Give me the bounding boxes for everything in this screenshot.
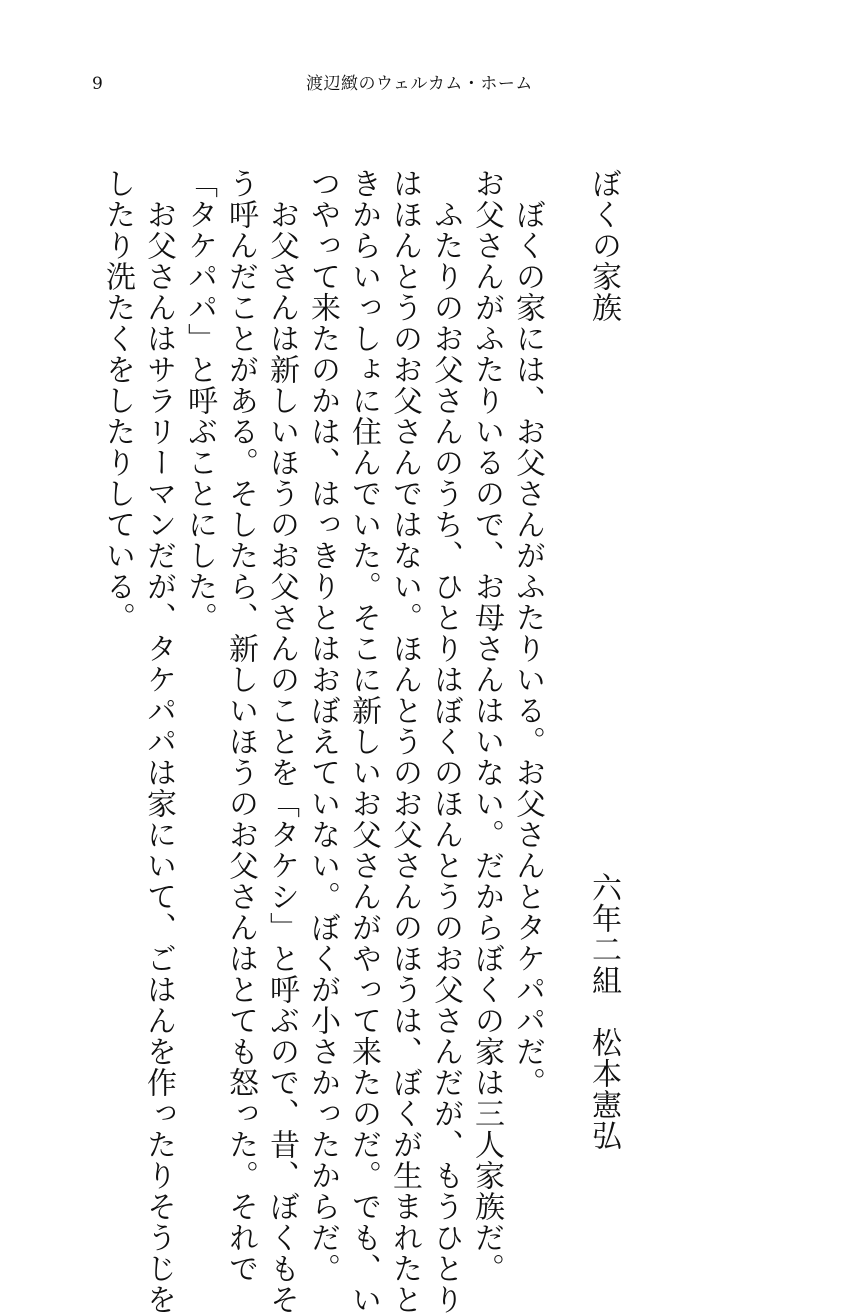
page-number: 9 bbox=[92, 74, 103, 94]
essay-title: ぼくの家族 bbox=[586, 168, 621, 323]
essay-byline: 六年二組 松本憲弘 bbox=[586, 872, 621, 1151]
body-line: お父さんは新しいほうのお父さんのことを「タケシ」と呼ぶので、昔、ぼくもそ bbox=[264, 168, 299, 1315]
body-line: う呼んだことがある。そしたら、新しいほうのお父さんはとても怒った。それで bbox=[223, 168, 258, 1284]
body-line: お父さんがふたりいるので、お母さんはいない。だからぼくの家は三人家族だ。 bbox=[469, 168, 504, 1284]
body-line: したり洗たくをしたりしている。 bbox=[100, 168, 135, 633]
body-line: 「タケパパ」と呼ぶことにした。 bbox=[182, 168, 217, 633]
body-line: つやって来たのかは、はっきりとはおぼえていない。ぼくが小さかったからだ。 bbox=[305, 168, 340, 1284]
body-line: きからいっしょに住んでいた。そこに新しいお父さんがやって来たのだ。でも、い bbox=[346, 168, 381, 1315]
body-line: はほんとうのお父さんではない。ほんとうのお父さんのほうは、ぼくが生まれたと bbox=[387, 168, 422, 1315]
running-title: 渡辺緻のウェルカム・ホーム bbox=[306, 74, 533, 94]
body-line: ぼくの家には、お父さんがふたりいる。お父さんとタケパパだ。 bbox=[510, 168, 545, 1098]
body-line: お父さんはサラリーマンだが、タケパパは家にいて、ごはんを作ったりそうじを bbox=[141, 168, 176, 1315]
body-line: ふたりのお父さんのうち、ひとりはぼくのほんとうのお父さんだが、もうひとり bbox=[428, 168, 463, 1315]
